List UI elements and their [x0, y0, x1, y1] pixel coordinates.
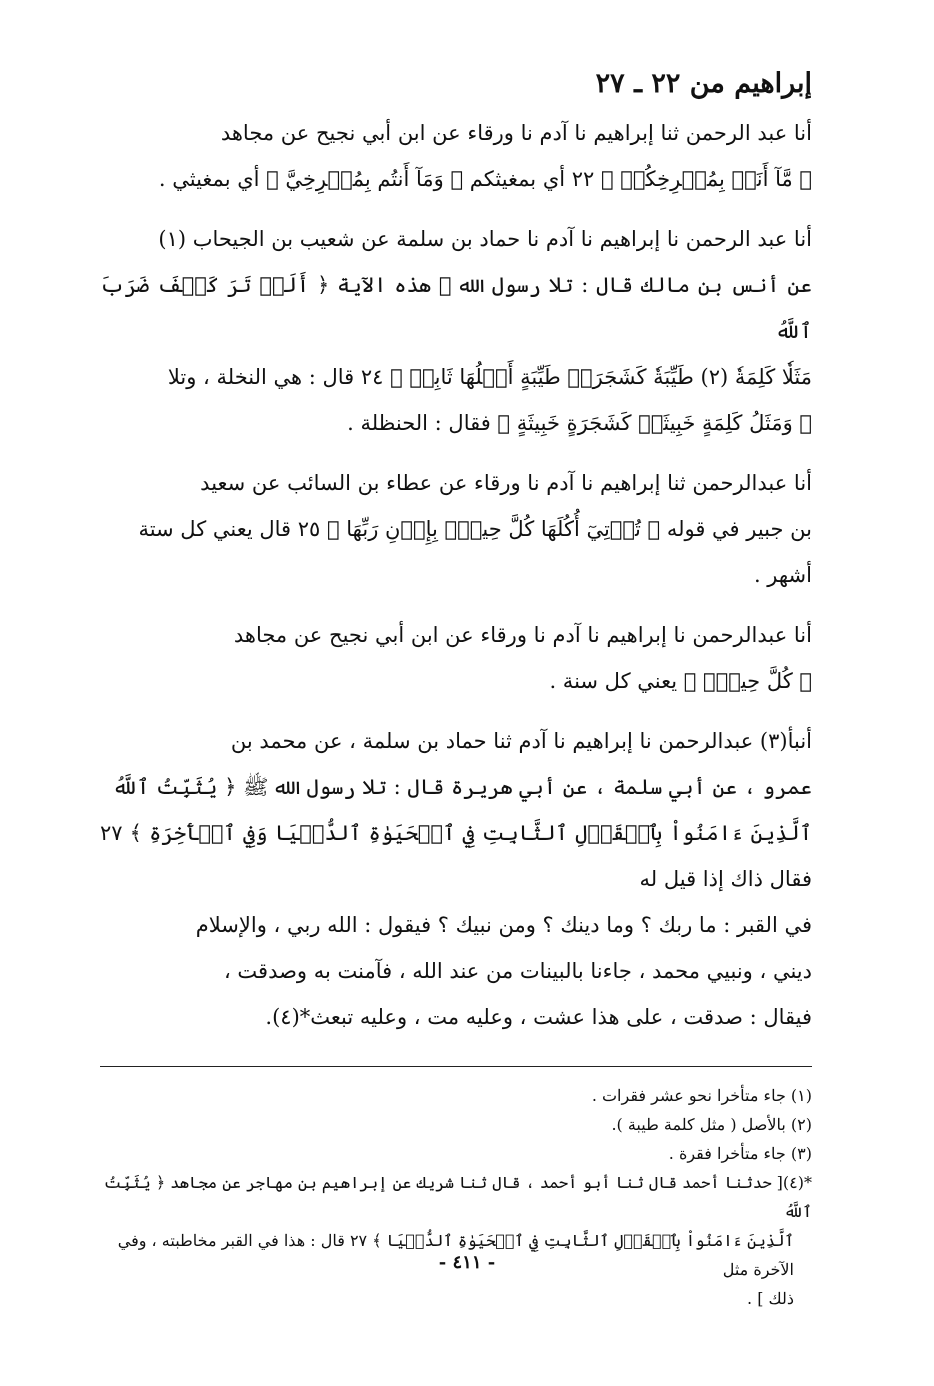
footnote-divider	[100, 1066, 812, 1067]
text-line: عن أنس بن مالك قال : تلا رسول الله ﷺ هذه الآية ﴿ أَلَمۡ تَرَ كَيۡفَ ضَرَبَ ٱللَّهُ	[100, 273, 812, 343]
text-line: ٱلَّذِينَ ءَامَنُواْ بِٱلۡقَوۡلِ ٱلثَّابِتِ فِي ٱلۡحَيَوٰةِ ٱلدُّنۡيَا وَفِي ٱلۡأٓخِرَةِ ﴾ ٢٧ فقال ذاك إذا قيل له	[100, 821, 812, 891]
footnote-1: (١) جاء متأخرا نحو عشر فقرات .	[591, 1086, 812, 1105]
text-line: أشهر .	[753, 563, 812, 587]
footnote-4-continued: ذلك ] .	[747, 1289, 794, 1308]
text-line: ﴿ كُلَّ حِينِۭ ﴾ يعني كل سنة .	[549, 669, 812, 693]
footnotes	[100, 1081, 812, 1313]
page-number: - ٤١١ -	[438, 1252, 496, 1273]
text-line: بن جبير في قوله ﴿ تُؤۡتِيٓ أُكُلَهَا كُلَّ حِينِۭ بِإِذۡنِ رَبِّهَا ﴾ ٢٥ قال يعني كل ستة	[138, 517, 812, 541]
page-body	[100, 62, 812, 1313]
text-line: أنا عبدالرحمن ثنا إبراهيم نا آدم نا ورقاء عن عطاء بن السائب عن سعيد	[200, 471, 812, 495]
text-line: أنا عبد الرحمن نا إبراهيم نا آدم نا حماد بن سلمة عن شعيب بن الجيحاب (١)	[158, 227, 812, 251]
text-line: أنا عبدالرحمن نا إبراهيم نا آدم نا ورقاء عن ابن أبي نجيح عن مجاهد	[233, 623, 812, 647]
footnote-4: *(٤)[ حدثنا أحمد قال ثنا أبو أحمد ، قال ثنا شريك عن إبراهيم بن مهاجر عن مجاهد ﴿ يُثَبِّتُ ٱللَّهُ	[103, 1173, 812, 1221]
paragraph-5	[100, 718, 812, 1040]
text-line: ﴿ وَمَثَلُ كَلِمَةٍ خَبِيثَةٖ كَشَجَرَةٍ خَبِيثَةٍ ﴾ فقال : الحنظلة .	[347, 411, 812, 435]
footnote-4-continued: ٱلَّذِينَ ءَامَنُواْ بِٱلۡقَوۡلِ ٱلثَّابِتِ فِي ٱلۡحَيَوٰةِ ٱلدُّنۡيَا ﴾ ٢٧ قال : هذا في القبر مخاطبته ، وفي الآخرة مثل	[117, 1231, 794, 1279]
text-line: عمرو ، عن أبي سلمة ، عن أبي هريرة قال : تلا رسول الله ﷺ ﴿ يُثَبِّتُ ٱللَّهُ	[112, 775, 812, 799]
text-line: فيقال : صدقت ، على هذا عشت ، وعليه مت ، وعليه تبعث*(٤).	[265, 1005, 812, 1029]
text-line: ﴿ مَّآ أَنَا۠ بِمُصۡرِخِكُمۡ ﴾ ٢٢ أي بمغيثكم ﴿ وَمَآ أَنتُم بِمُصۡرِخِيَّ ﴾ أي بمغيثي .	[158, 167, 812, 191]
paragraph-4	[100, 612, 812, 704]
text-line: مَثَلٗا كَلِمَةٗ (٢) طَيِّبَةٗ كَشَجَرَةٖ طَيِّبَةٍ أَصۡلُهَا ثَابِتٞ ﴾ ٢٤ قال : هي النخلة ، وتلا	[167, 365, 812, 389]
footnote-2: (٢) بالأصل ( مثل كلمة طيبة ).	[611, 1115, 812, 1134]
text-line: أنا عبد الرحمن ثنا إبراهيم نا آدم نا ورقاء عن ابن أبي نجيح عن مجاهد	[220, 121, 812, 145]
paragraph-3	[100, 460, 812, 598]
text-line: ديني ، ونبيي محمد ، جاءنا بالبينات من عند الله ، فآمنت به وصدقت ،	[223, 959, 812, 983]
text-line: في القبر : ما ربك ؟ وما دينك ؟ ومن نبيك ؟ فيقول : الله ربي ، والإسلام	[195, 913, 812, 937]
footnote-3: (٣) جاء متأخرا فقرة .	[668, 1144, 812, 1163]
section-heading: إبراهيم من ٢٢ ـ ٢٧	[595, 68, 812, 99]
paragraph-1	[100, 110, 812, 202]
paragraph-2	[100, 216, 812, 446]
text-line: أنبأ(٣) عبدالرحمن نا إبراهيم نا آدم ثنا حماد بن سلمة ، عن محمد بن	[230, 729, 812, 753]
